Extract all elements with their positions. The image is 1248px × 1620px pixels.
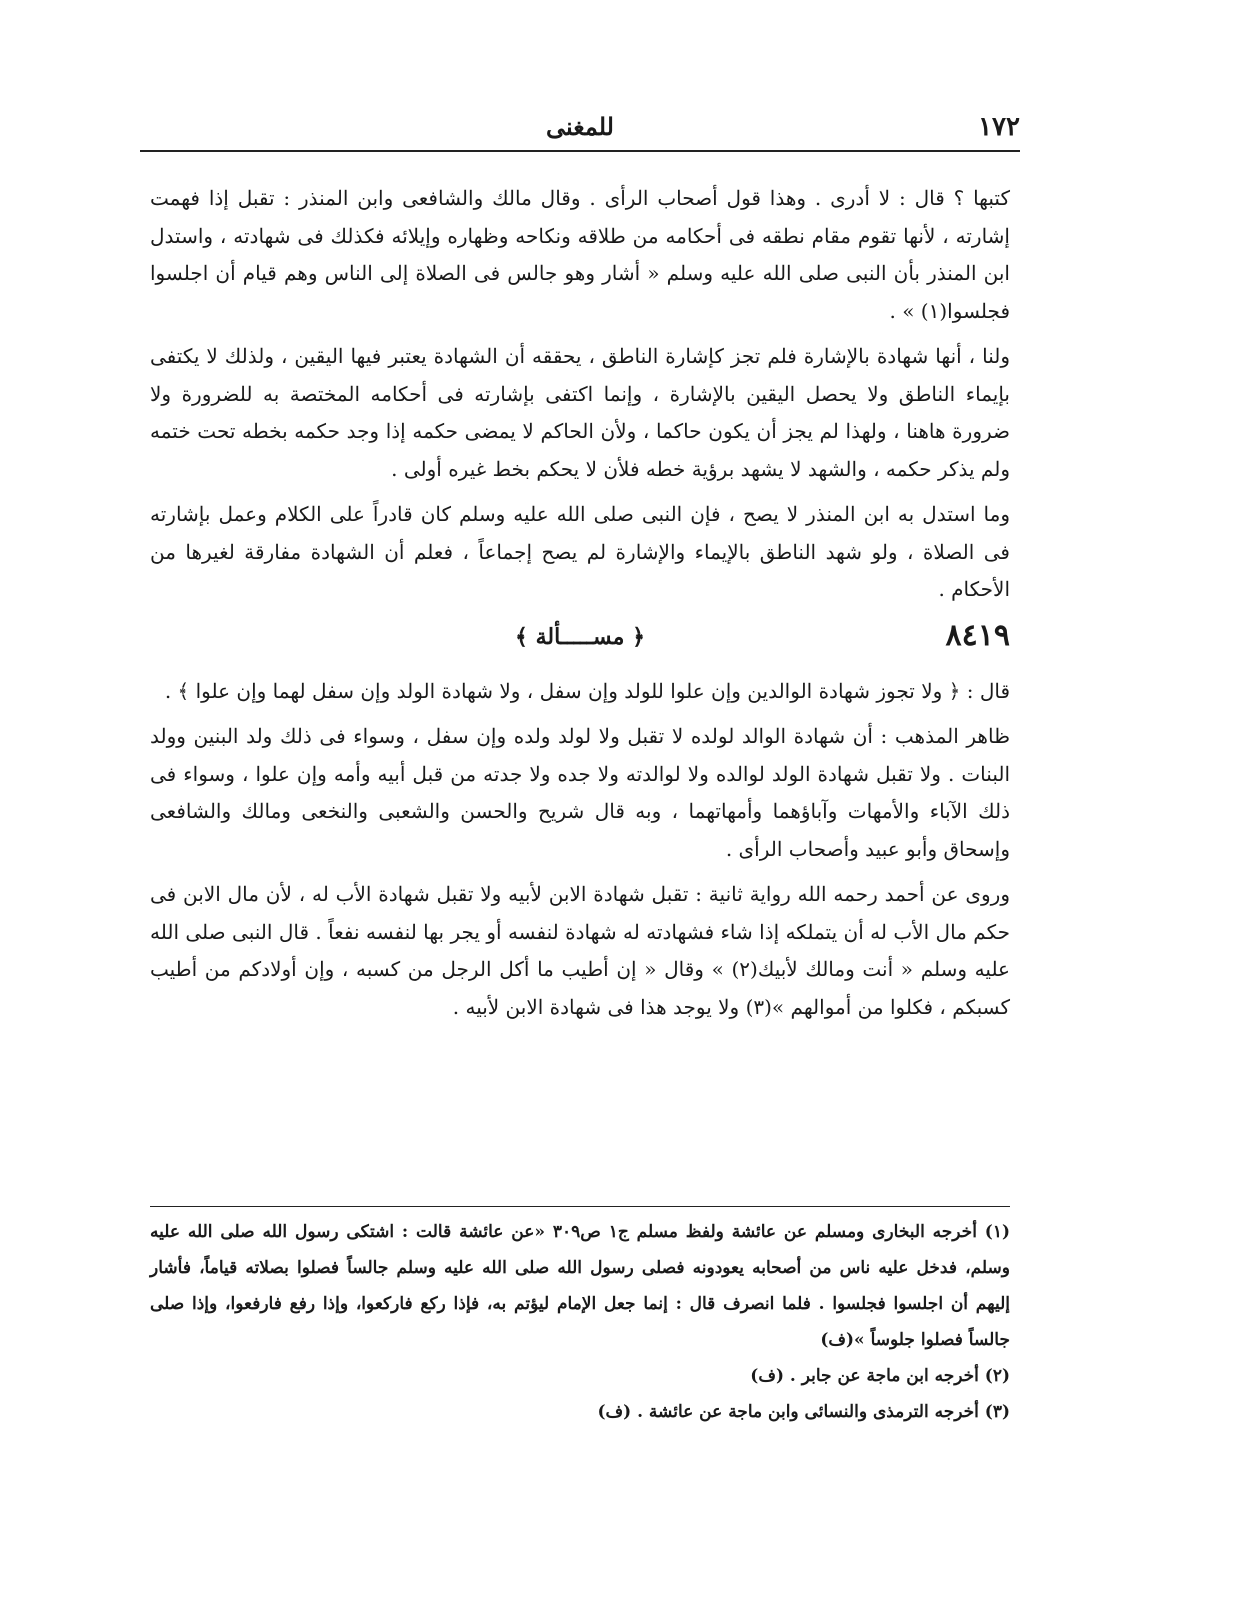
paragraph: ولنا ، أنها شهادة بالإشارة فلم تجز كإشارة الناطق ، يحققه أن الشهادة يعتبر فيها اليقين ، ولذلك لا يكتفى بإيماء الناطق ولا يحصل اليقين بالإشارة ، وإنما اكتفى بإشارته فى أحكامه المختصة به للضرورة ولا ضرورة هاهنا ، ولهذا لم يجز أن يكون حاكما ، ولأن الحاكم لا يمضى حكمه إذا وجد حكمه بخطه تحت ختمه ولم يذكر حكمه ، والشهد لا يشهد برؤية خطه فلأن لا يحكم بخط غيره أولى . — [150, 344, 1010, 481]
masala-title: ﴿ مســـــألة ﴾ — [515, 623, 645, 650]
paragraph: كتبها ؟ قال : لا أدرى . وهذا قول أصحاب الرأى . وقال مالك والشافعى وابن المنذر : تقبل إذا فهمت إشارته ، لأنها تقوم مقام نطقه فى أحكامه من طلاقه ونكاحه وظهاره وإيلائه فكذلك فى شهادته ، واستدل ابن المنذر بأن النبى صلى الله عليه وسلم « أشار وهو جالس فى الصلاة إلى الناس وهم قيام أن اجلسوا فجلسوا(١) » . — [150, 186, 1010, 323]
footnote-1: (١) أخرجه البخارى ومسلم عن عائشة ولفظ مسلم ج١ ص٣٠٩ «عن عائشة قالت : اشتكى رسول الله صلى الله عليه وسلم، فدخل عليه ناس من أصحابه يعودونه فصلى رسول الله صلى الله عليه وسلم جالساً فصلوا بصلاته قياماً، فأشار إليهم أن اجلسوا فجلسوا . فلما انصرف قال : إنما جعل الإمام ليؤتم به، فإذا ركع فاركعوا، وإذا رفع فارفعوا، وإذا صلى جالساً فصلوا جلوساً »(ف) — [150, 1222, 1011, 1350]
footnote-2: (٢) أخرجه ابن ماجة عن جابر . (ف) — [750, 1366, 1010, 1386]
page-number: ١٧٢ — [978, 112, 1020, 142]
footnotes — [150, 1214, 1010, 1430]
paragraph: وروى عن أحمد رحمه الله رواية ثانية : تقبل شهادة الابن لأبيه ولا تقبل شهادة الأب له ، لأن مال الابن فى حكم مال الأب له أن يتملكه إذا شاء فشهادته له شهادة لنفسه أو يجر بها لنفسه نفعاً . قال النبى صلى الله عليه وسلم « أنت ومالك لأبيك(٢) » وقال « إن أطيب ما أكل الرجل من كسبه ، وإن أولادكم من أطيب كسبكم ، فكلوا من أموالهم »(٣) ولا يوجد هذا فى شهادة الابن لأبيه . — [150, 882, 1010, 1019]
running-header — [140, 112, 1020, 152]
main-text — [150, 180, 1010, 1034]
running-title: للمغنى — [546, 112, 614, 141]
header-rule — [140, 150, 1020, 152]
paragraph: قال : ﴿ ولا تجوز شهادة الوالدين وإن علوا للولد وإن سفل ، ولا شهادة الولد وإن سفل لهما وإن علوا ﴾ . — [164, 678, 1010, 703]
paragraph: وما استدل به ابن المنذر لا يصح ، فإن النبى صلى الله عليه وسلم كان قادراً على الكلام وعمل بإشارته فى الصلاة ، ولو شهد الناطق بالإيماء والإشارة لم يصح إجماعاً ، فعلم أن الشهادة مفارقة لغيرها من الأحكام . — [150, 502, 1010, 601]
masala-number: ٨٤١٩ — [945, 617, 1010, 653]
footnote-rule — [150, 1206, 1010, 1207]
masala-heading — [150, 617, 1010, 663]
paragraph: ظاهر المذهب : أن شهادة الوالد لولده لا تقبل ولا لولد ولده وإن سفل ، وسواء فى ذلك ولد البنين وولد البنات . ولا تقبل شهادة الولد لوالده ولا لوالدته ولا جده ولا جدته من قبل أبيه وأمه وإن علوا ، وسواء فى ذلك الآباء والأمهات وآباؤهما وأمهاتهما ، وبه قال شريح والحسن والشعبى والنخعى ومالك والشافعى وإسحاق وأبو عبيد وأصحاب الرأى . — [150, 724, 1010, 861]
footnote-3: (٣) أخرجه الترمذى والنسائى وابن ماجة عن عائشة . (ف) — [597, 1402, 1010, 1422]
